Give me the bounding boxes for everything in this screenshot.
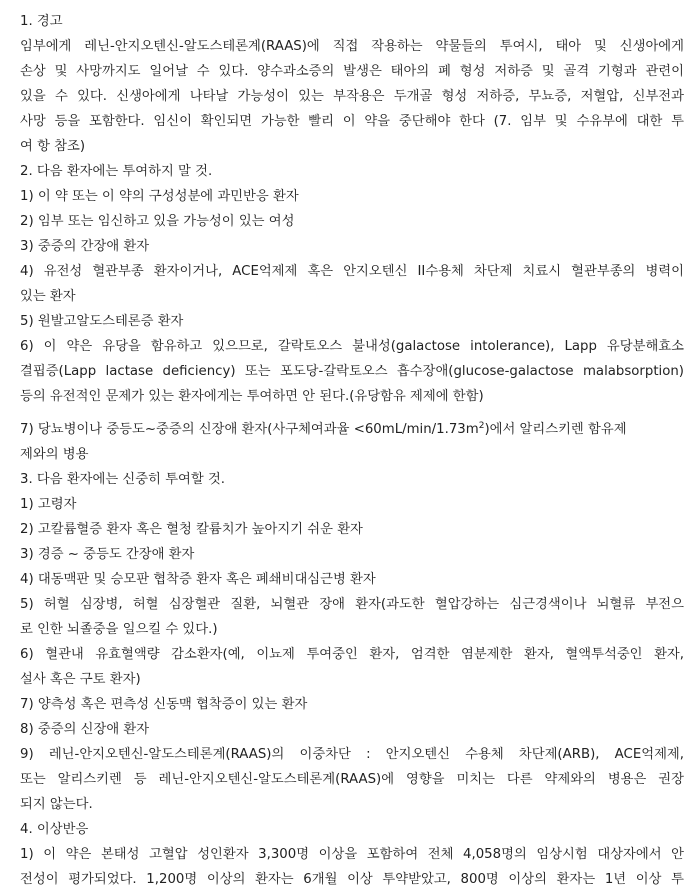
- section-heading-adverse-reactions: 4. 이상반응: [20, 822, 89, 837]
- list-item-continuation: 되지 않는다.: [20, 797, 93, 812]
- list-item: 3) 경증 ~ 중등도 간장애 환자: [20, 547, 195, 562]
- document-body: [20, 9, 684, 892]
- list-item: 8) 중증의 신장애 환자: [20, 722, 150, 737]
- section-heading-precautions: 3. 다음 환자에는 신중히 투여할 것.: [20, 472, 226, 487]
- list-item: 1) 고령자: [20, 497, 77, 512]
- list-item-continuation: 또는 알리스키렌 등 레닌-안지오텐신-알도스테론계(RAAS)에 영향을 미치는 다른 약제와의 병용은 권장: [20, 772, 684, 787]
- list-item-continuation: 결핍증(Lapp lactase deficiency) 또는 포도당-갈락토오스 흡수장애(glucose-galactose malabsorption): [20, 364, 684, 379]
- paragraph-line: 있을 수 있다. 신생아에게 나타날 가능성이 있는 부작용은 두개골 형성 저하증, 무뇨증, 저혈압, 신부전과: [20, 89, 684, 104]
- list-item: 7) 양측성 혹은 편측성 신동맥 협착증이 있는 환자: [20, 697, 308, 712]
- list-item-continuation: 설사 혹은 구토 환자): [20, 672, 141, 687]
- list-item-continuation: 있는 환자: [20, 289, 76, 304]
- list-item-continuation: 로 인한 뇌졸중을 일으킬 수 있다.): [20, 622, 218, 637]
- paragraph-line: 임부에게 레닌-안지오텐신-알도스테론계(RAAS)에 직접 작용하는 약물들의 투여시, 태아 및 신생아에게: [20, 39, 684, 54]
- paragraph-line: 사망 등을 포함한다. 임신이 확인되면 가능한 빨리 이 약을 중단해야 한다 (7. 임부 및 수유부에 대한 투: [20, 114, 684, 129]
- superscript: 2: [478, 421, 485, 431]
- section-heading-warning: 1. 경고: [20, 14, 63, 29]
- list-item: 1) 이 약 또는 이 약의 구성성분에 과민반응 환자: [20, 189, 299, 204]
- list-item: 6) 혈관내 유효혈액량 감소환자(예, 이뇨제 투여중인 환자, 엄격한 염분제한 환자, 혈액투석중인 환자,: [20, 647, 684, 662]
- list-item-continuation: 제와의 병용: [20, 447, 89, 462]
- list-item: 5) 원발고알도스테론증 환자: [20, 314, 184, 329]
- list-item: 2) 임부 또는 임신하고 있을 가능성이 있는 여성: [20, 214, 295, 229]
- list-item: 4) 유전성 혈관부종 환자이거나, ACE억제제 혹은 안지오텐신 II수용체 차단제 치료시 혈관부종의 병력이: [20, 264, 684, 279]
- list-item-continuation: 등의 유전적인 문제가 있는 환자에게는 투여하면 안 된다.(유당함유 제제에 한함): [20, 389, 484, 404]
- item7-text-before: 7) 당뇨병이나 중등도~중증의 신장애 환자(사구체여과율 <60mL/min/1.73m: [20, 422, 479, 437]
- list-item: 5) 허혈 심장병, 허혈 심장혈관 질환, 뇌혈관 장애 환자(과도한 혈압강하는 심근경색이나 뇌혈류 부전으: [20, 597, 684, 612]
- list-item: 2) 고칼륨혈증 환자 혹은 혈청 칼륨치가 높아지기 쉬운 환자: [20, 522, 363, 537]
- list-item: [20, 417, 684, 442]
- item7-text-after: )에서 알리스키렌 함유제: [484, 422, 627, 437]
- list-item: 3) 중증의 간장애 환자: [20, 239, 150, 254]
- section-heading-contraindications: 2. 다음 환자에는 투여하지 말 것.: [20, 164, 213, 179]
- list-item: 1) 이 약은 본태성 고혈압 성인환자 3,300명 이상을 포함하여 전체 4,058명의 임상시험 대상자에서 안: [20, 847, 684, 862]
- item-spacer: [20, 409, 684, 417]
- paragraph-line: 여 항 참조): [20, 139, 86, 154]
- list-item: 6) 이 약은 유당을 함유하고 있으므로, 갈락토오스 불내성(galactose intolerance), Lapp 유당분해효소: [20, 339, 684, 354]
- list-item: 9) 레닌-안지오텐신-알도스테론계(RAAS)의 이중차단 : 안지오텐신 수용체 차단제(ARB), ACE억제제,: [20, 747, 684, 762]
- list-item-continuation: 전성이 평가되었다. 1,200명 이상의 환자는 6개월 이상 투약받았고, 800명 이상의 환자는 1년 이상 투: [20, 872, 684, 887]
- paragraph-line: 손상 및 사망까지도 일어날 수 있다. 양수과소증의 발생은 태아의 폐 형성 저하증 및 골격 기형과 관련이: [20, 64, 684, 79]
- list-item: 4) 대동맥판 및 승모판 협착증 환자 혹은 폐쇄비대심근병 환자: [20, 572, 376, 587]
